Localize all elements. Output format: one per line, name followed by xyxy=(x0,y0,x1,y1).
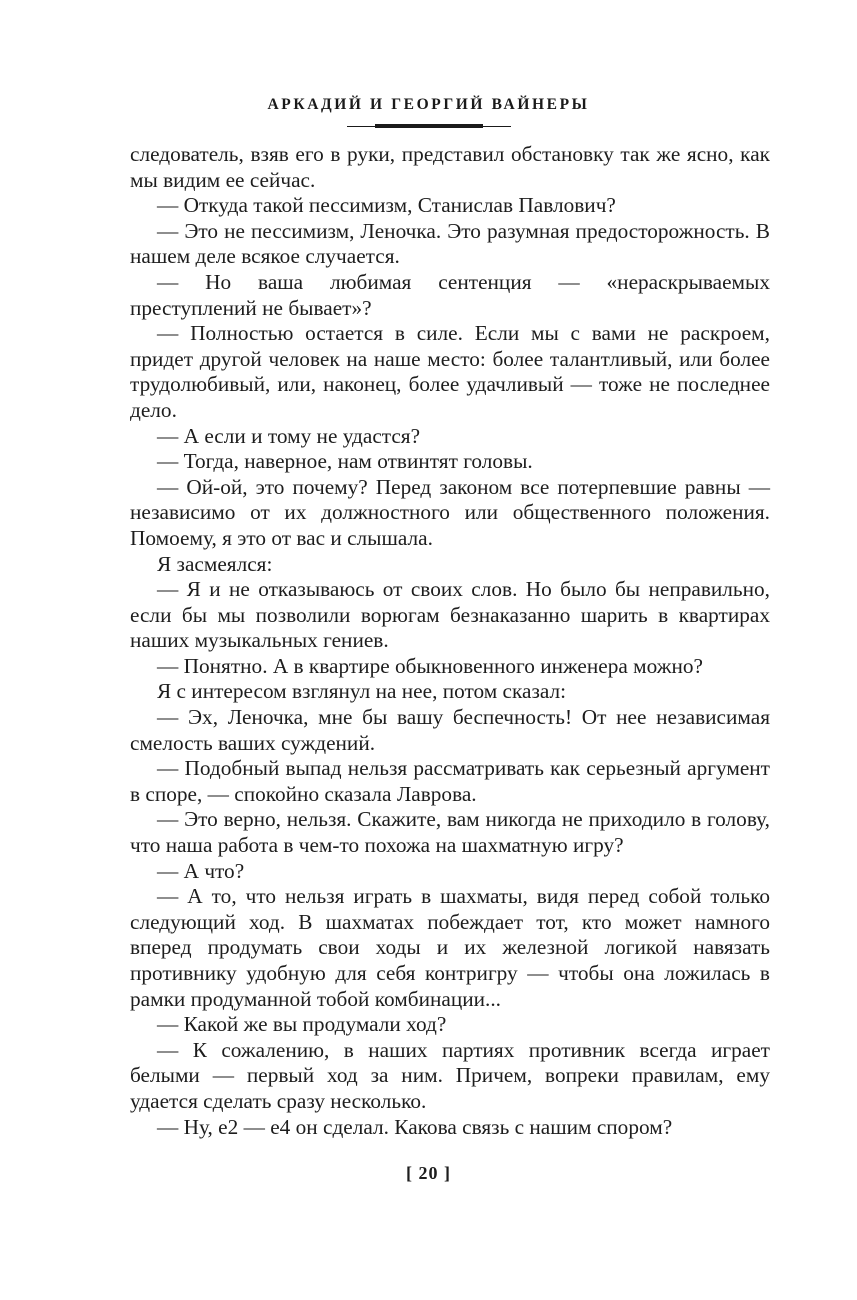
page-number: [ 20 ] xyxy=(406,1163,451,1183)
paragraph: — А что? xyxy=(157,858,245,883)
paragraph: Я с интересом взглянул на нее, потом сказал: xyxy=(157,679,567,704)
page-header xyxy=(0,96,857,129)
body-text xyxy=(130,142,770,1140)
paragraph: — Это верно, нельзя. Скажите, вам никогда не приходило в голову, что наша работа в чем-то похожа на шахматную игру? xyxy=(130,807,770,858)
paragraph: следователь, взяв его в руки, представил обстановку так же ясно, как мы видим ее сейчас. xyxy=(130,142,770,192)
paragraph: — А если и тому не удастся? xyxy=(157,423,421,448)
paragraph: — А то, что нельзя играть в шахматы, видя перед собой только следующий ход. В шахматах побеждает тот, кто может намного вперед продумать свои ходы и их железной логикой навязать противнику удобную для себя контригру — чтобы она ложилась в рамки продуманной тобой комбинации... xyxy=(130,884,770,1011)
paragraph: — Какой же вы продумали ход? xyxy=(157,1012,447,1037)
paragraph: — Я и не отказываюсь от своих слов. Но было бы неправильно, если бы мы позволили ворюгам безнаказанно шарить в квартирах наших музыкальных гениев. xyxy=(130,577,770,653)
paragraph: — Откуда такой пессимизм, Станислав Павлович? xyxy=(157,193,616,218)
paragraph: — К сожалению, в наших партиях противник всегда играет белыми — первый ход за ним. Причем, вопреки правилам, ему удается сделать сразу несколько. xyxy=(130,1037,770,1113)
paragraph: — Это не пессимизм, Леночка. Это разумная предосторожность. В нашем деле всякое случается. xyxy=(130,218,770,269)
paragraph: — Ну, е2 — е4 он сделал. Какова связь с нашим спором? xyxy=(157,1114,673,1139)
paragraph: Я засмеялся: xyxy=(157,551,273,576)
paragraph: — Подобный выпад нельзя рассматривать как серьезный аргумент в споре, — спокойно сказала Лаврова. xyxy=(130,756,770,806)
paragraph: — Тогда, наверное, нам отвинтят головы. xyxy=(157,449,533,474)
paragraph: — Но ваша любимая сентенция — «нераскрываемых преступлений не бывает»? xyxy=(130,269,770,320)
header-rule-thick xyxy=(375,124,483,128)
running-head: АРКАДИЙ И ГЕОРГИЙ ВАЙНЕРЫ xyxy=(267,96,590,113)
paragraph: — Полностью остается в силе. Если мы с вами не раскроем, придет другой человек на наше место: более талантливый, или более трудолюбивый, или, наконец, более удачливый — тоже не последнее дело. xyxy=(130,321,770,422)
paragraph: — Понятно. А в квартире обыкновенного инженера можно? xyxy=(157,653,703,678)
paragraph: — Эх, Леночка, мне бы вашу беспечность! От нее независимая смелость ваших суждений. xyxy=(130,705,770,755)
paragraph: — Ой-ой, это почему? Перед законом все потерпевшие равны — независимо от их должностного или общественного положения. Помоему, я это от вас и слышала. xyxy=(130,474,770,550)
header-rule xyxy=(347,124,511,129)
